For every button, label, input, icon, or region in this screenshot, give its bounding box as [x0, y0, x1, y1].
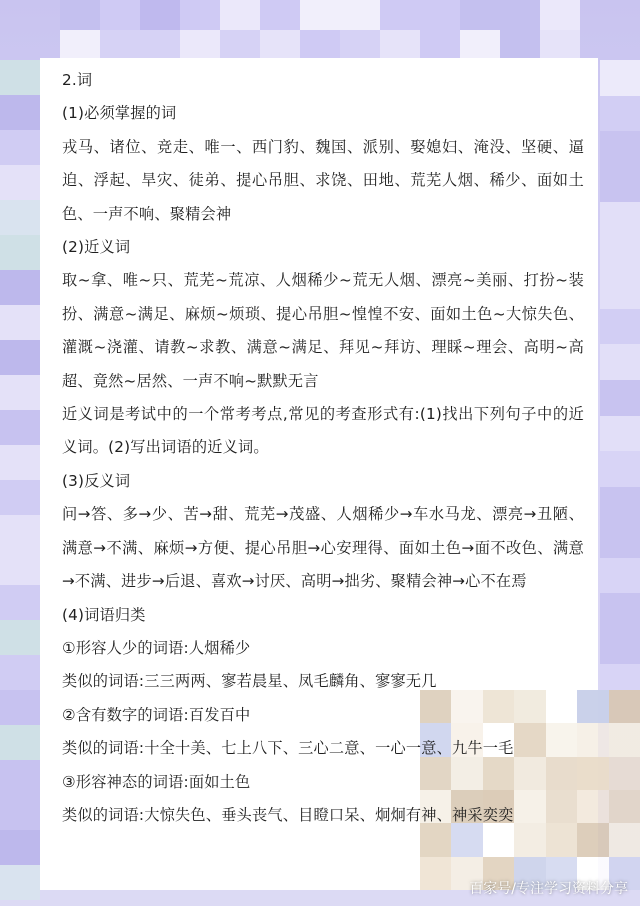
section-heading: 2.词: [62, 71, 93, 89]
similar-words-line: 类似的词语:十全十美、七上八下、三心二意、一心一意、九牛一毛: [62, 739, 514, 758]
similar-words-line: 类似的词语:大惊失色、垂头丧气、目瞪口呆、炯炯有神、神采奕奕: [62, 805, 514, 824]
category-line: ①形容人少的词语:人烟稀少: [62, 638, 251, 657]
category-line: ②含有数字的词语:百发百中: [62, 705, 251, 724]
paragraph: 问→答、多→少、苦→甜、荒芜→茂盛、人烟稀少→车水马龙、漂亮→丑陋、满意→不满、麻烦→方便、提心吊胆→心安理得、面如土色→面不改色、满意→不满、进步→后退、喜欢→讨厌、高明→拙劣、聚精会神→心不在焉: [62, 505, 584, 591]
paragraph: 戎马、诸位、竞走、唯一、西门豹、魏国、派别、娶媳妇、淹没、坚硬、逼迫、浮起、旱灾、徒弟、提心吊胆、求饶、田地、荒芜人烟、稀少、面如土色、一声不响、聚精会神: [62, 137, 584, 223]
similar-words-line: 类似的词语:三三两两、寥若晨星、凤毛麟角、寥寥无几: [62, 672, 437, 691]
mosaic-left-decoration: [0, 60, 40, 900]
paragraph: 近义词是考试中的一个常考考点,常见的考查形式有:(1)找出下列句子中的近义词。(2)写出词语的近义词。: [62, 405, 584, 457]
paragraph: 取~拿、唯~只、荒芜~荒凉、人烟稀少~荒无人烟、漂亮~美丽、打扮~装扮、满意~满足、麻烦~烦琐、提心吊胆~惶惶不安、面如土色~大惊失色、灌溉~浇灌、请教~求教、满意~满足、拜见~拜访、理睬~理会、高明~高超、竟然~居然、一声不响~默默无言: [62, 271, 584, 390]
subsection-heading: (4)词语归类: [62, 605, 146, 624]
mosaic-right-decoration: [600, 60, 640, 700]
mosaic-top-decoration: [60, 0, 580, 60]
subsection-heading: (2)近义词: [62, 238, 131, 257]
subsection-heading: (3)反义词: [62, 471, 131, 490]
document-content: [62, 64, 584, 832]
watermark: 百家号/专注学习资料分享: [469, 881, 628, 897]
category-line: ③形容神态的词语:面如土色: [62, 772, 251, 791]
subsection-heading: (1)必须掌握的词: [62, 104, 177, 123]
